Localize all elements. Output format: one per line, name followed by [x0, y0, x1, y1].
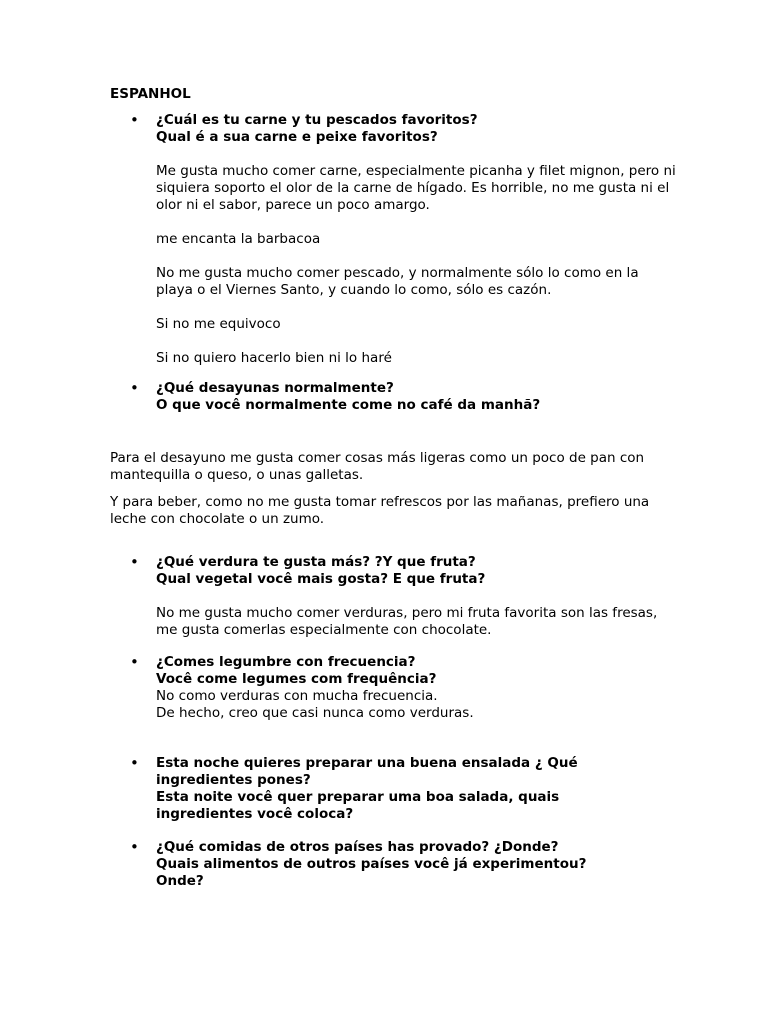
breakfast-paragraph-2: Y para beber, como no me gusta tomar refrescos por las mañanas, prefiero una leche con chocolate o un zumo.	[110, 494, 650, 527]
bullet-icon: •	[130, 838, 139, 856]
question-2-es: ¿Qué desayunas normalmente?	[156, 380, 394, 396]
question-1-es: ¿Cuál es tu carne y tu pescados favoritos?	[156, 112, 478, 128]
answer-4-line-2: De hecho, creo que casi nunca como verduras.	[156, 705, 474, 721]
question-4-pt: Você come legumes com frequência?	[156, 671, 437, 687]
answer-1-paragraph-2: me encanta la barbacoa	[156, 231, 321, 247]
bullet-icon: •	[130, 553, 139, 571]
breakfast-paragraph-1: Para el desayuno me gusta comer cosas más ligeras como un poco de pan con mantequilla o queso, o unas galletas.	[110, 450, 645, 483]
question-item-2	[130, 379, 676, 414]
answer-1-paragraph-1: Me gusta mucho comer carne, especialmente picanha y filet mignon, pero ni siquiera soporto el olor de la carne de hígado. Es horrible, no me gusta ni el olor ni el sabor, parece un poco amargo.	[156, 163, 676, 213]
question-2-pt: O que você normalmente come no café da manhã?	[156, 397, 541, 413]
bullet-icon: •	[130, 379, 139, 397]
bullet-icon: •	[130, 754, 139, 772]
question-item-3	[130, 553, 676, 639]
answer-1-paragraph-4: Si no me equivoco	[156, 316, 281, 332]
question-item-1	[130, 111, 676, 367]
bullet-icon: •	[130, 111, 139, 129]
question-item-4	[130, 653, 676, 722]
question-item-5	[130, 754, 676, 823]
bullet-icon: •	[130, 653, 139, 671]
answer-3-paragraph-1: No me gusta mucho comer verduras, pero mi fruta favorita son las fresas, me gusta comerlas especialmente con chocolate.	[156, 605, 658, 638]
question-5-es: Esta noche quieres preparar una buena ensalada ¿ Qué ingredientes pones?	[156, 755, 578, 788]
answer-1-paragraph-5: Si no quiero hacerlo bien ni lo haré	[156, 350, 392, 366]
question-3-pt: Qual vegetal você mais gosta? E que fruta?	[156, 571, 486, 587]
question-6-pt: Quais alimentos de outros países você já experimentou? Onde?	[156, 856, 587, 889]
answer-4-line-1: No como verduras con mucha frecuencia.	[156, 688, 438, 704]
document-title: ESPANHOL	[110, 86, 191, 102]
question-5-pt: Esta noite você quer preparar uma boa salada, quais ingredientes você coloca?	[156, 789, 560, 822]
question-3-es: ¿Qué verdura te gusta más? ?Y que fruta?	[156, 554, 476, 570]
question-item-6	[130, 838, 676, 890]
question-4-es: ¿Comes legumbre con frecuencia?	[156, 654, 416, 670]
question-1-pt: Qual é a sua carne e peixe favoritos?	[156, 129, 438, 145]
answer-1-paragraph-3: No me gusta mucho comer pescado, y normalmente sólo lo como en la playa o el Viernes Santo, y cuando lo como, sólo es cazón.	[156, 265, 639, 298]
question-6-es: ¿Qué comidas de otros países has provado? ¿Donde?	[156, 839, 559, 855]
